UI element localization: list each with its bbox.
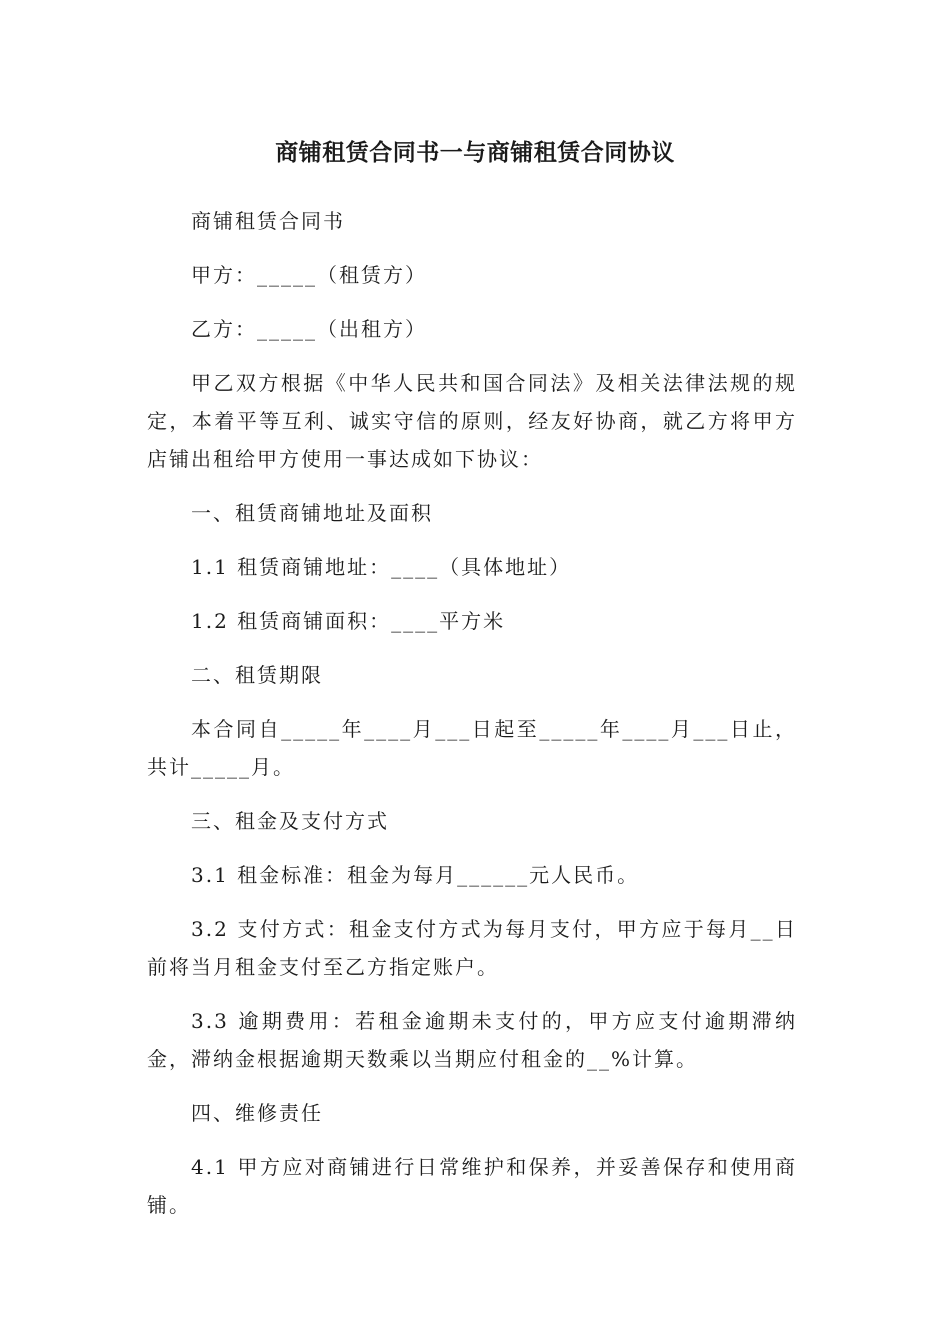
- clause-3-2: 3.2 支付方式：租金支付方式为每月支付，甲方应于每月__日前将当月租金支付至乙方指定账户。: [147, 917, 797, 979]
- paragraph-party-b: 乙方：_____（出租方）: [191, 317, 427, 341]
- clause-term: 本合同自_____年____月___日起至_____年____月___日止，共计_____月。: [147, 717, 797, 779]
- clause-4-1: 4.1 甲方应对商铺进行日常维护和保养，并妥善保存和使用商铺。: [147, 1155, 797, 1217]
- paragraph-party-a: 甲方：_____（租赁方）: [191, 263, 427, 287]
- section-heading-rent: 三、租金及支付方式: [191, 809, 389, 833]
- clause-1-2: 1.2 租赁商铺面积：____平方米: [191, 609, 506, 633]
- section-heading-term: 二、租赁期限: [191, 663, 323, 687]
- clause-1-1: 1.1 租赁商铺地址：____（具体地址）: [191, 555, 572, 579]
- section-heading-address: 一、租赁商铺地址及面积: [191, 501, 433, 525]
- document-title: 商铺租赁合同书一与商铺租赁合同协议: [275, 140, 675, 166]
- section-heading-maintenance: 四、维修责任: [191, 1101, 323, 1125]
- clause-3-3: 3.3 逾期费用：若租金逾期未支付的，甲方应支付逾期滞纳金，滞纳金根据逾期天数乘以当期应付租金的__%计算。: [147, 1009, 797, 1071]
- paragraph-subtitle: 商铺租赁合同书: [191, 209, 345, 233]
- paragraph-preamble: 甲乙双方根据《中华人民共和国合同法》及相关法律法规的规定，本着平等互利、诚实守信的原则，经友好协商，就乙方将甲方店铺出租给甲方使用一事达成如下协议：: [147, 371, 797, 471]
- clause-3-1: 3.1 租金标准：租金为每月______元人民币。: [191, 863, 640, 887]
- document-body: [147, 202, 797, 1240]
